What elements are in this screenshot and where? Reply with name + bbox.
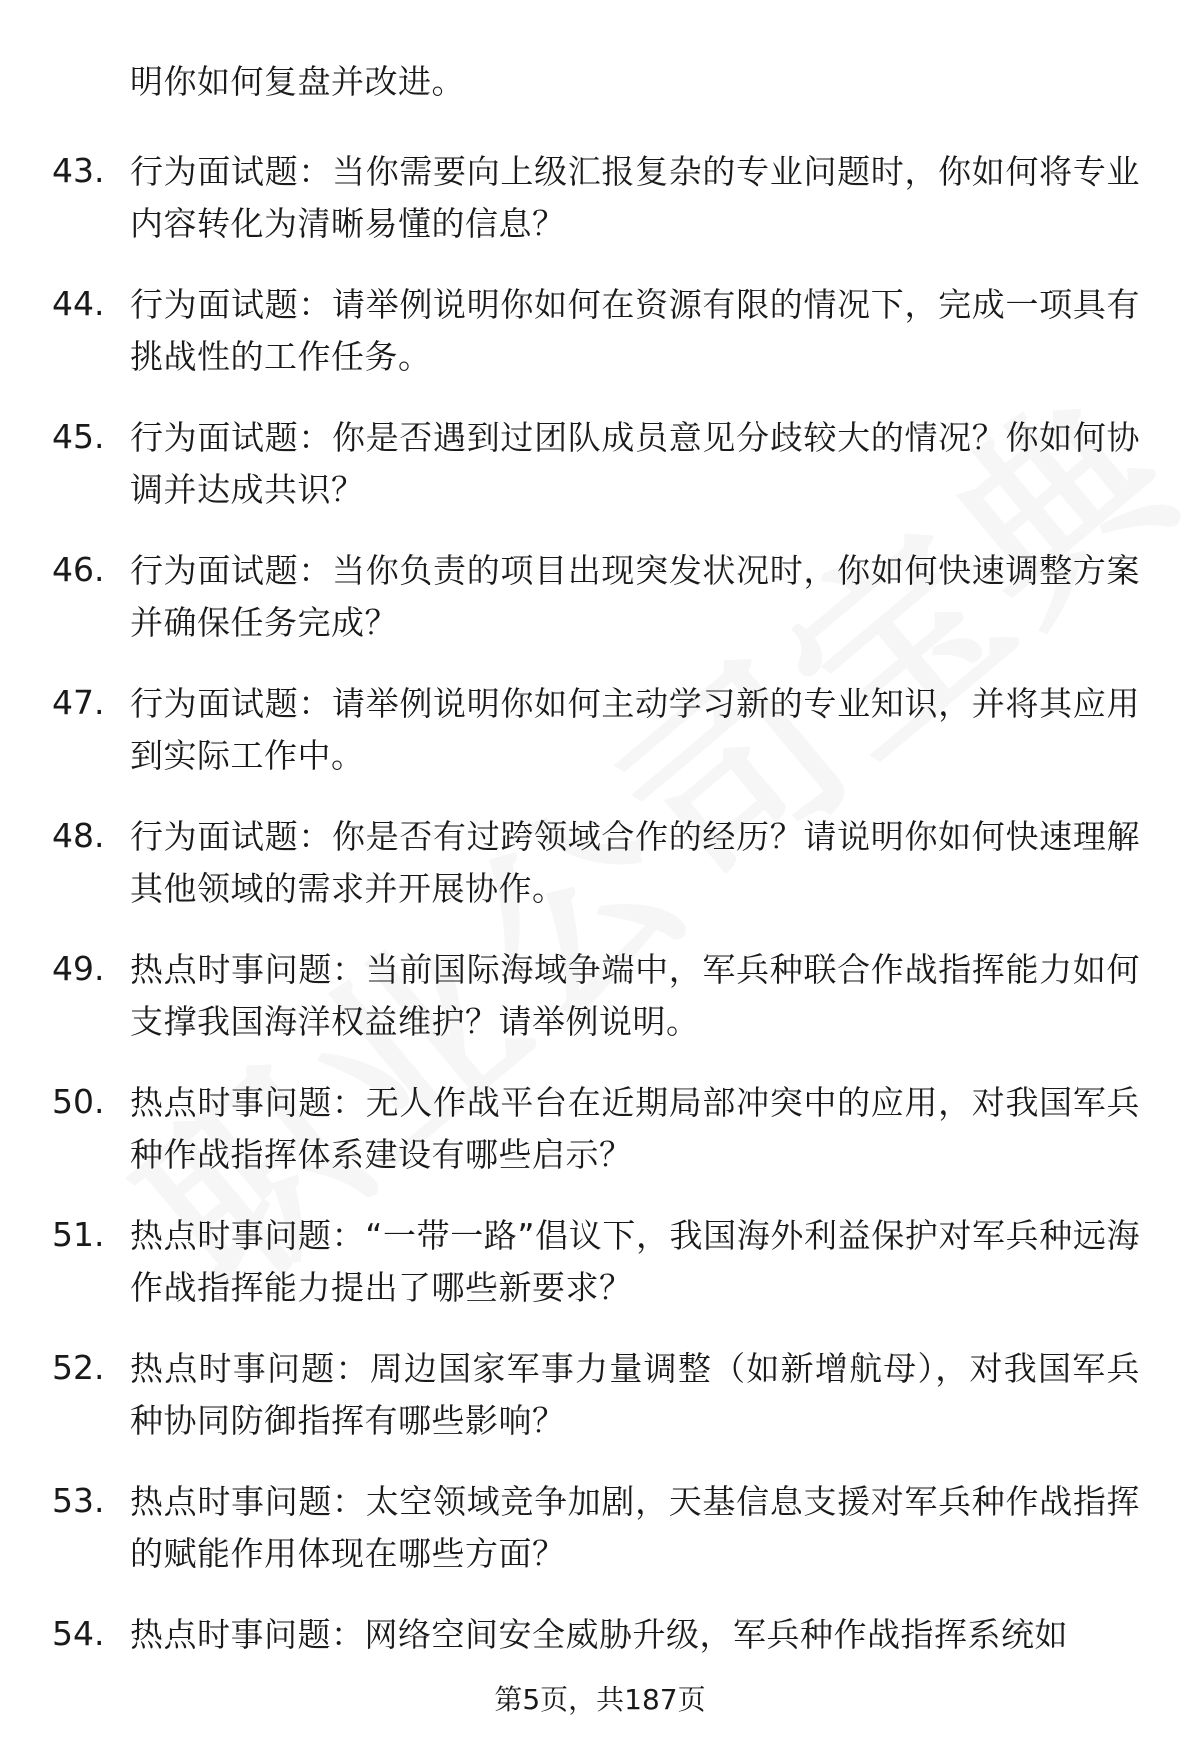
question-number: 47. (52, 683, 105, 722)
question-item (0, 1210, 1200, 1343)
question-number: 54. (52, 1614, 105, 1653)
question-item (0, 811, 1200, 944)
question-text: 行为面试题：你是否遇到过团队成员意见分歧较大的情况？你如何协调并达成共识？ (130, 418, 1140, 509)
question-number: 45. (52, 417, 105, 456)
question-item (0, 678, 1200, 811)
question-item (0, 1476, 1200, 1609)
question-item (0, 279, 1200, 412)
question-item (0, 944, 1200, 1077)
question-text: 热点时事问题：周边国家军事力量调整（如新增航母），对我国军兵种协同防御指挥有哪些影响？ (130, 1349, 1140, 1440)
question-number: 44. (52, 284, 105, 323)
question-text: 热点时事问题：无人作战平台在近期局部冲突中的应用，对我国军兵种作战指挥体系建设有哪些启示？ (130, 1083, 1140, 1174)
question-item (0, 545, 1200, 678)
question-item (0, 1609, 1200, 1742)
question-text: 行为面试题：请举例说明你如何主动学习新的专业知识，并将其应用到实际工作中。 (130, 684, 1140, 775)
question-item (0, 1343, 1200, 1476)
question-text: 行为面试题：当你负责的项目出现突发状况时，你如何快速调整方案并确保任务完成？ (130, 551, 1140, 642)
question-text: 行为面试题：你是否有过跨领域合作的经历？请说明你如何快速理解其他领域的需求并开展协作。 (130, 817, 1140, 908)
question-number: 50. (52, 1082, 105, 1121)
question-text: 热点时事问题：当前国际海域争端中，军兵种联合作战指挥能力如何支撑我国海洋权益维护？请举例说明。 (130, 950, 1140, 1041)
continuation-text: 明你如何复盘并改进。 (130, 62, 465, 101)
question-text: 热点时事问题：网络空间安全威胁升级，军兵种作战指挥系统如 (130, 1615, 1068, 1654)
question-list (0, 146, 1200, 1742)
question-text: 行为面试题：请举例说明你如何在资源有限的情况下，完成一项具有挑战性的工作任务。 (130, 285, 1140, 376)
question-number: 43. (52, 151, 105, 190)
question-item (0, 146, 1200, 279)
question-number: 46. (52, 550, 105, 589)
question-number: 52. (52, 1348, 105, 1387)
question-text: 热点时事问题：“一带一路”倡议下，我国海外利益保护对军兵种远海作战指挥能力提出了哪些新要求？ (130, 1216, 1140, 1307)
question-text: 热点时事问题：太空领域竞争加剧，天基信息支援对军兵种作战指挥的赋能作用体现在哪些方面？ (130, 1482, 1140, 1573)
question-number: 53. (52, 1481, 105, 1520)
page-footer: 第5页，共187页 (494, 1683, 706, 1716)
question-number: 49. (52, 949, 105, 988)
question-item (0, 412, 1200, 545)
question-item (0, 1077, 1200, 1210)
question-number: 51. (52, 1215, 105, 1254)
question-number: 48. (52, 816, 105, 855)
question-text: 行为面试题：当你需要向上级汇报复杂的专业问题时，你如何将专业内容转化为清晰易懂的信息？ (130, 152, 1140, 243)
